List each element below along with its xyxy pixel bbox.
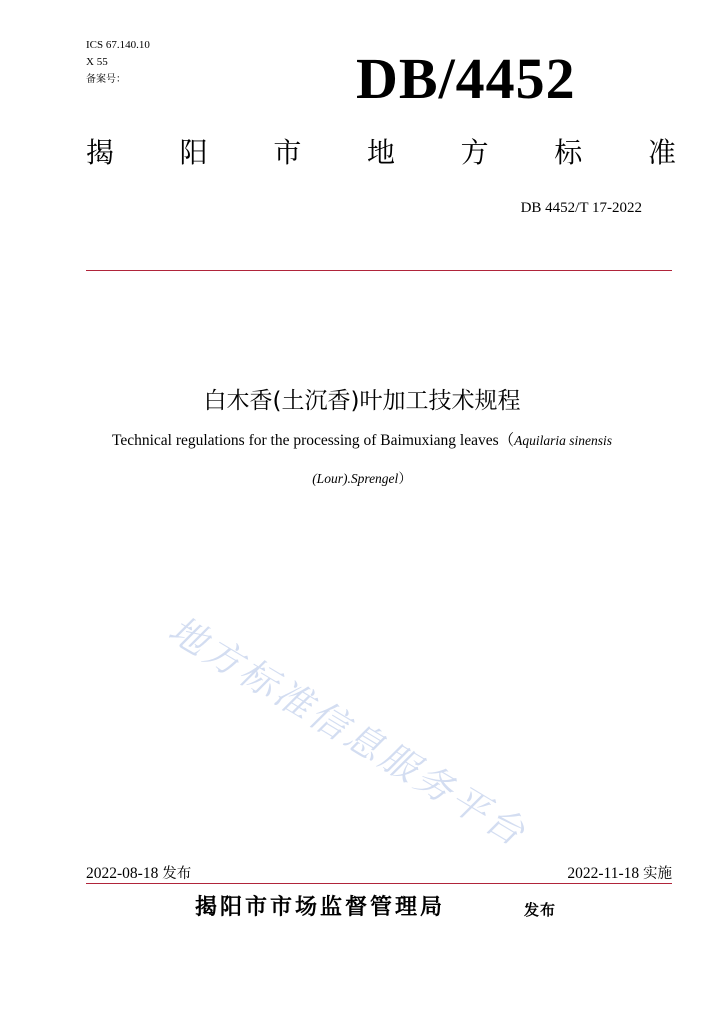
title-chinese: 白木香(土沉香)叶加工技术规程 (203, 388, 521, 414)
heading-char: 标 (554, 136, 583, 169)
title-english-close: ） (398, 471, 412, 486)
title-english-species: Aquilaria sinensis (514, 433, 613, 448)
heading-char: 地 (366, 136, 395, 169)
issuing-authority: 揭阳市市场监督管理局 (195, 895, 446, 920)
effective-date (567, 863, 672, 885)
publish-date-value: 2022-08-18 (86, 865, 159, 882)
standard-type-heading (86, 133, 676, 173)
publish-date (86, 863, 191, 885)
issuing-authority-suffix: 发布 (524, 901, 557, 919)
record-number-label: 备案号： (86, 74, 126, 85)
watermark: 地方标准信息服务平台 (161, 607, 535, 856)
heading-char: 市 (273, 136, 302, 169)
publish-date-label: 发布 (162, 866, 192, 882)
bottom-divider (86, 883, 672, 884)
heading-char: 阳 (179, 136, 208, 169)
heading-char: 方 (460, 136, 489, 169)
top-divider (86, 270, 672, 271)
heading-char: 揭 (86, 136, 115, 169)
ics-number: ICS 67.140.10 (86, 39, 150, 51)
title-english-line1 (0, 430, 724, 452)
standard-code: DB/4452 (356, 46, 576, 111)
document-number: DB 4452/T 17-2022 (520, 200, 642, 216)
effective-date-label: 实施 (643, 866, 672, 882)
title-english-main: Technical regulations for the processing of Baimuxiang leaves（ (111, 432, 515, 449)
effective-date-value: 2022-11-18 (567, 865, 640, 882)
title-english-line2 (0, 468, 724, 490)
classification-code: X 55 (86, 56, 108, 68)
title-english-authority: (Lour).Sprengel (312, 471, 399, 486)
heading-char: 准 (647, 136, 676, 169)
